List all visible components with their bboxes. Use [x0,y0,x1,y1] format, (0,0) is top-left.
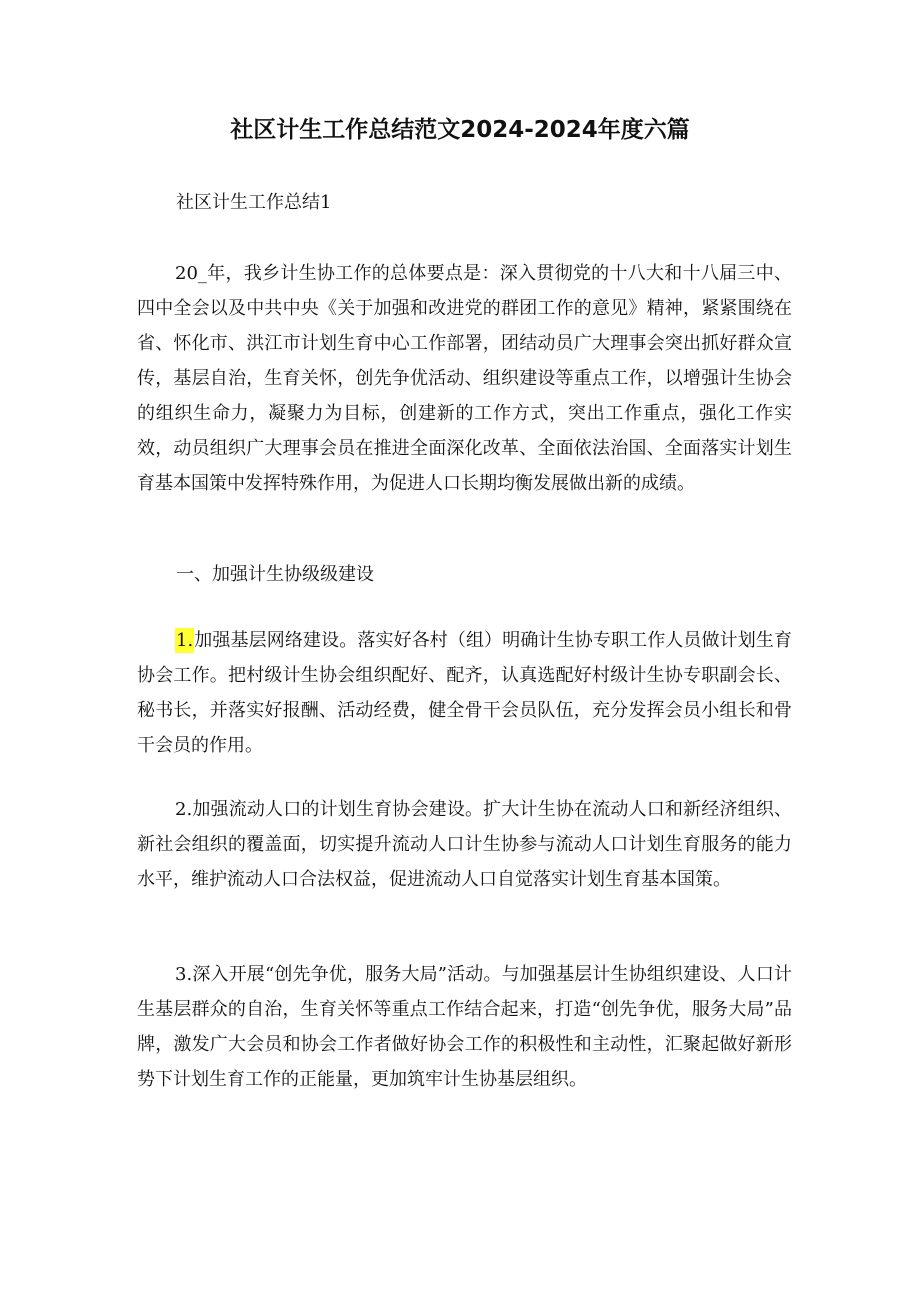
section-heading: 一、加强计生协级级建设 [176,564,374,585]
list-item [137,957,792,1097]
list-item-number: 2 [175,799,187,820]
list-item [137,623,792,763]
intro-paragraph: 20_年，我乡计生协工作的总体要点是：深入贯彻党的十八大和十八届三中、四中全会以及中共中央《关于加强和改进党的群团工作的意见》精神，紧紧围绕在省、怀化市、洪江市计划生育中心工作部署，团结动员广大理事会突出抓好群众宣传，基层自治，生育关怀，创先争优活动、组织建设等重点工作，以增强计生协会的组织生命力，凝聚力为目标，创建新的工作方式，突出工作重点，强化工作实效，动员组织广大理事会员在推进全面深化改革、全面依法治国、全面落实计划生育基本国策中发挥特殊作用，为促进人口长期均衡发展做出新的成绩。 [137,263,792,494]
document-subtitle: 社区计生工作总结1 [176,192,332,213]
list-item-text: 加强基层网络建设。落实好各村（组）明确计生协专职工作人员做计划生育协会工作。把村级计生协会组织配好、配齐，认真选配好村级计生协专职副会长、秘书长，并落实好报酬、活动经费，健全骨干会员队伍，充分发挥会员小组长和骨干会员的作用。 [137,630,792,756]
list-item-number: 3 [175,964,187,985]
document-title: 社区计生工作总结范文2024-2024年度六篇 [230,117,690,143]
highlighted-number: 1. [176,630,194,651]
list-item-text: .加强流动人口的计划生育协会建设。扩大计生协在流动人口和新经济组织、新社会组织的覆盖面，切实提升流动人口计生协参与流动人口计划生育服务的能力水平，维护流动人口合法权益，促进流动人口自觉落实计划生育基本国策。 [137,799,792,890]
list-item-text: .深入开展“创先争优，服务大局”活动。与加强基层计生协组织建设、人口计生基层群众的自治，生育关怀等重点工作结合起来，打造“创先争优，服务大局”品牌，激发广大会员和协会工作者做好协会工作的积极性和主动性，汇聚起做好新形势下计划生育工作的正能量，更加筑牢计生协基层组织。 [137,964,792,1090]
list-item [137,792,792,897]
